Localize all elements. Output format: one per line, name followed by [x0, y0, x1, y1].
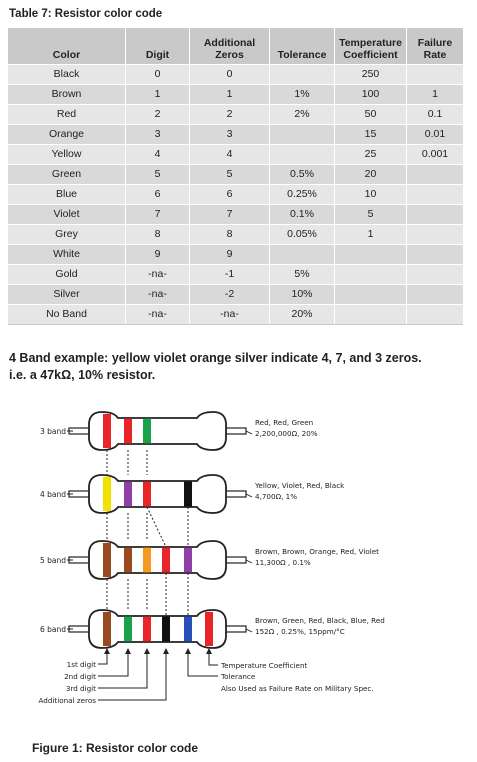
table-row: [8, 85, 463, 105]
color-band: [162, 617, 170, 642]
resistor-value: 4,700Ω, 1%: [255, 492, 298, 501]
table-cell: White: [8, 245, 126, 265]
table-cell: No Band: [8, 305, 126, 325]
table-cell: Violet: [8, 205, 126, 225]
description-pointer: [246, 431, 252, 434]
table-cell: 1: [407, 85, 464, 105]
table-cell: 2%: [270, 105, 335, 125]
color-band: [124, 419, 132, 444]
table-cell: 1%: [270, 85, 335, 105]
table-cell: Orange: [8, 125, 126, 145]
table-cell: [407, 205, 464, 225]
table-cell: Brown: [8, 85, 126, 105]
description-pointer: [246, 560, 252, 563]
right-callout-label: Temperature Coefficient: [221, 661, 308, 670]
resistor-3-band: [69, 412, 246, 450]
table-cell: 5: [126, 165, 190, 185]
table-row: [8, 165, 463, 185]
table-cell: 8: [190, 225, 270, 245]
table-cell: Green: [8, 165, 126, 185]
table-row: [8, 285, 463, 305]
table-cell: 0.1%: [270, 205, 335, 225]
digit-callout-label: 1st digit: [66, 660, 96, 669]
table-cell: [270, 65, 335, 85]
table-cell: 20: [335, 165, 407, 185]
table-cell: Gold: [8, 265, 126, 285]
header-digit: Digit: [126, 28, 190, 65]
table-row: [8, 145, 463, 165]
example-line-1: 4 Band example: yellow violet orange silver indicate 4, 7, and 3 zeros.: [9, 351, 422, 365]
right-lead: [224, 428, 246, 434]
resistor-6-band: [69, 610, 246, 648]
color-band: [124, 482, 132, 507]
table-cell: Red: [8, 105, 126, 125]
table-cell: 0.01: [407, 125, 464, 145]
resistor-value: 152Ω , 0.25%, 15ppm/°C: [255, 627, 345, 636]
table-cell: 10: [335, 185, 407, 205]
description-pointer: [246, 629, 252, 632]
callout-arrow: [209, 651, 218, 665]
table-caption: Table 7: Resistor color code: [9, 8, 163, 20]
table-cell: 9: [190, 245, 270, 265]
table-cell: 0.5%: [270, 165, 335, 185]
color-band: [184, 548, 192, 573]
table-row: [8, 105, 463, 125]
table-row: [8, 185, 463, 205]
resistor-value: 2,200,000Ω, 20%: [255, 429, 318, 438]
header-failure-rate: Failure Rate: [407, 28, 464, 65]
table-cell: [335, 245, 407, 265]
table-cell: [335, 305, 407, 325]
table-cell: 0.25%: [270, 185, 335, 205]
table-cell: [407, 265, 464, 285]
table-cell: 2: [190, 105, 270, 125]
table-cell: 100: [335, 85, 407, 105]
table-cell: [407, 65, 464, 85]
band-count-label: 3 band: [40, 427, 67, 436]
table-cell: Blue: [8, 185, 126, 205]
resistor-diagram: [0, 400, 477, 735]
table-cell: [270, 125, 335, 145]
right-lead: [224, 491, 246, 497]
resistor-value: 11,300Ω , 0.1%: [255, 558, 311, 567]
table-cell: 6: [126, 185, 190, 205]
table-cell: 3: [126, 125, 190, 145]
resistor-description: Brown, Brown, Orange, Red, Violet: [255, 547, 379, 556]
callout-arrow: [98, 651, 107, 664]
table-cell: [335, 285, 407, 305]
callout-arrow: [98, 651, 147, 688]
table-cell: 1: [126, 85, 190, 105]
table-row: [8, 305, 463, 325]
resistor-color-table: [8, 28, 463, 325]
table-cell: [407, 305, 464, 325]
table-cell: -na-: [126, 265, 190, 285]
table-cell: 5: [190, 165, 270, 185]
color-band: [103, 414, 111, 448]
resistor-description: Yellow, Violet, Red, Black: [255, 481, 345, 490]
table-cell: 10%: [270, 285, 335, 305]
table-cell: 2: [126, 105, 190, 125]
digit-callout-label: Additional zeros: [38, 696, 96, 705]
table-row: [8, 125, 463, 145]
description-pointer: [246, 494, 252, 497]
table-cell: 6: [190, 185, 270, 205]
color-band: [184, 482, 192, 507]
resistor-4-band: [69, 475, 246, 513]
color-band: [184, 617, 192, 642]
resistor-description: Brown, Green, Red, Black, Blue, Red: [255, 616, 385, 625]
right-callout-label: Tolerance: [221, 672, 256, 681]
right-callout-label: Also Used as Failure Rate on Military Spec.: [221, 684, 374, 693]
right-lead: [224, 626, 246, 632]
band-count-label: 4 band: [40, 490, 67, 499]
table-cell: [270, 145, 335, 165]
table-cell: 50: [335, 105, 407, 125]
color-band: [162, 548, 170, 573]
header-temperature-coefficient: Temperature Coefficient: [335, 28, 407, 65]
table-cell: 20%: [270, 305, 335, 325]
table-cell: 0.001: [407, 145, 464, 165]
dotted-connector: [147, 507, 166, 547]
table-cell: 0: [190, 65, 270, 85]
header-additional-zeros: Additional Zeros: [190, 28, 270, 65]
table-cell: 0.05%: [270, 225, 335, 245]
callout-arrow: [188, 651, 218, 676]
table-cell: -na-: [126, 285, 190, 305]
color-band: [103, 477, 111, 511]
table-cell: Black: [8, 65, 126, 85]
table-cell: 25: [335, 145, 407, 165]
table-cell: 4: [126, 145, 190, 165]
table-cell: 250: [335, 65, 407, 85]
table-cell: 1: [190, 85, 270, 105]
band-example-text: [9, 350, 422, 384]
digit-callout-label: 3rd digit: [65, 684, 96, 693]
table-cell: 8: [126, 225, 190, 245]
header-color: Color: [8, 28, 126, 65]
table-cell: -na-: [126, 305, 190, 325]
color-band: [143, 419, 151, 444]
resistor-description: Red, Red, Green: [255, 418, 314, 427]
table-cell: [407, 225, 464, 245]
color-band: [124, 548, 132, 573]
table-cell: 7: [126, 205, 190, 225]
table-cell: 0: [126, 65, 190, 85]
table-cell: 7: [190, 205, 270, 225]
table-row: [8, 265, 463, 285]
color-band: [103, 543, 111, 577]
table-row: [8, 225, 463, 245]
table-cell: 15: [335, 125, 407, 145]
table-cell: Silver: [8, 285, 126, 305]
table-cell: [335, 265, 407, 285]
right-lead: [224, 557, 246, 563]
table-cell: 3: [190, 125, 270, 145]
table-cell: -na-: [190, 305, 270, 325]
table-cell: [270, 245, 335, 265]
table-cell: -2: [190, 285, 270, 305]
band-count-label: 6 band: [40, 625, 67, 634]
table-cell: 9: [126, 245, 190, 265]
table-row: [8, 245, 463, 265]
table-cell: [407, 185, 464, 205]
example-line-2: i.e. a 47kΩ, 10% resistor.: [9, 368, 156, 382]
table-row: [8, 205, 463, 225]
table-cell: [407, 245, 464, 265]
table-cell: [407, 285, 464, 305]
table-header-row: [8, 28, 463, 65]
digit-callout-label: 2nd digit: [64, 672, 96, 681]
color-band: [103, 612, 111, 646]
table-cell: 1: [335, 225, 407, 245]
color-band: [124, 617, 132, 642]
band-count-label: 5 band: [40, 556, 67, 565]
color-band: [205, 612, 213, 646]
table-row: [8, 65, 463, 85]
color-band: [143, 617, 151, 642]
table-cell: 4: [190, 145, 270, 165]
header-tolerance: Tolerance: [270, 28, 335, 65]
figure-caption: Figure 1: Resistor color code: [32, 741, 199, 755]
resistor-5-band: [69, 541, 246, 579]
table-cell: [407, 165, 464, 185]
color-band: [143, 548, 151, 573]
table-cell: 5%: [270, 265, 335, 285]
color-band: [143, 482, 151, 507]
table-cell: -1: [190, 265, 270, 285]
table-cell: Grey: [8, 225, 126, 245]
table-cell: 5: [335, 205, 407, 225]
table-cell: Yellow: [8, 145, 126, 165]
table-cell: 0.1: [407, 105, 464, 125]
